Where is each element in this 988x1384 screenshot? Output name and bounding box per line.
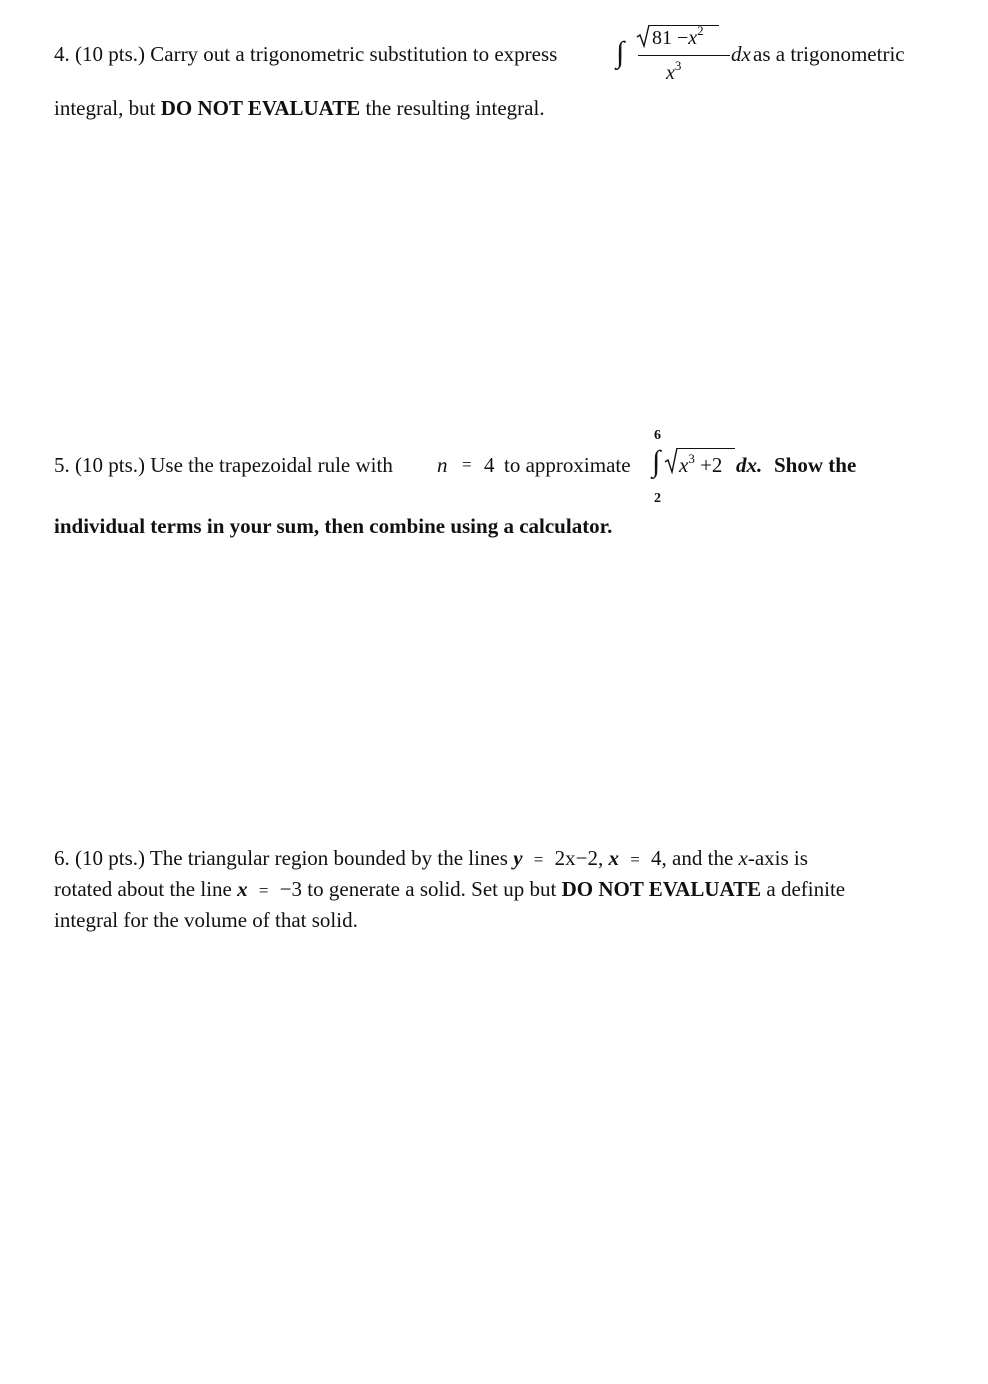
q5-dx: dx. — [736, 453, 763, 477]
q6-x-var1: x — [608, 846, 619, 870]
q5-radicand — [679, 453, 722, 478]
q4-line2-bold: DO NOT EVALUATE — [160, 96, 361, 120]
q6-eq3: = — [258, 881, 269, 900]
q5-rad-var: x — [679, 453, 689, 477]
q6-eq2: = — [630, 850, 640, 869]
q6-l2-a: rotated about the line — [54, 877, 232, 901]
q6-expr1: 2x−2, — [554, 846, 604, 870]
q5-n-val: 4 — [484, 453, 495, 477]
q6-l1-a: 6. (10 pts.) The triangular region bounded by the lines — [54, 846, 508, 870]
q4-denominator — [666, 58, 682, 85]
q4-line-2 — [54, 96, 545, 121]
q5-lower-limit: 2 — [654, 491, 661, 506]
q6-l2-c: a definite — [766, 877, 846, 901]
q6-l2-b: to generate a solid. Set up but — [307, 877, 557, 901]
q5-upper-limit: 6 — [654, 428, 661, 443]
q4-den-var: x — [666, 62, 675, 84]
q4-numerator — [652, 23, 704, 50]
q4-line2-end: the resulting integral. — [360, 96, 545, 120]
q4-radical-sign — [636, 24, 650, 48]
q4-line2-start: integral, but — [54, 96, 161, 120]
q6-l1-c: -axis is — [747, 846, 808, 870]
q4-num-const: 81 — [652, 27, 672, 49]
q6-val3: −3 — [279, 877, 303, 901]
q4-integral-sign: ∫ — [616, 36, 625, 69]
q4-dx: dx — [731, 42, 751, 66]
q4-den-pow: 3 — [674, 58, 682, 73]
q6-x-var2: x — [237, 877, 248, 901]
q5-rad-pow: 3 — [688, 451, 695, 466]
q4-fraction-bar — [638, 55, 730, 56]
q6-line-1 — [54, 846, 808, 871]
q4-prefix: 4. (10 pts.) Carry out a trigonometric substitution to express — [54, 42, 558, 66]
q6-x-axis-var: x — [738, 846, 748, 870]
q5-radical-sign — [664, 447, 678, 474]
q6-y-var: y — [513, 846, 523, 870]
q5-line-2: individual terms in your sum, then combine using a calculator. — [54, 514, 613, 538]
q6-eq1: = — [533, 850, 544, 869]
q6-line-2 — [54, 877, 845, 902]
q5-integral-sign: ∫ — [652, 445, 661, 478]
q5-prefix: 5. (10 pts.) Use the trapezoidal rule with — [54, 453, 393, 477]
q4-num-var: x — [688, 27, 698, 49]
q6-l1-b: and the — [672, 846, 734, 870]
q4-num-pow: 2 — [697, 23, 704, 38]
q6-l2-bold: DO NOT EVALUATE — [561, 877, 762, 901]
q4-radical-bar — [649, 25, 719, 26]
q5-radical-bar — [677, 448, 735, 449]
q5-to-approx: to approximate — [504, 453, 631, 477]
q5-n-var: n — [437, 453, 448, 477]
q6-line-3: integral for the volume of that solid. — [54, 908, 358, 932]
q5-eq: = — [462, 455, 472, 474]
q4-suffix: as a trigonometric — [753, 42, 905, 66]
q5-rad-rest: +2 — [700, 453, 723, 477]
q4-num-minus: − — [677, 27, 689, 49]
q5-show-the: Show the — [774, 453, 857, 477]
q6-val2: 4, — [651, 846, 667, 870]
